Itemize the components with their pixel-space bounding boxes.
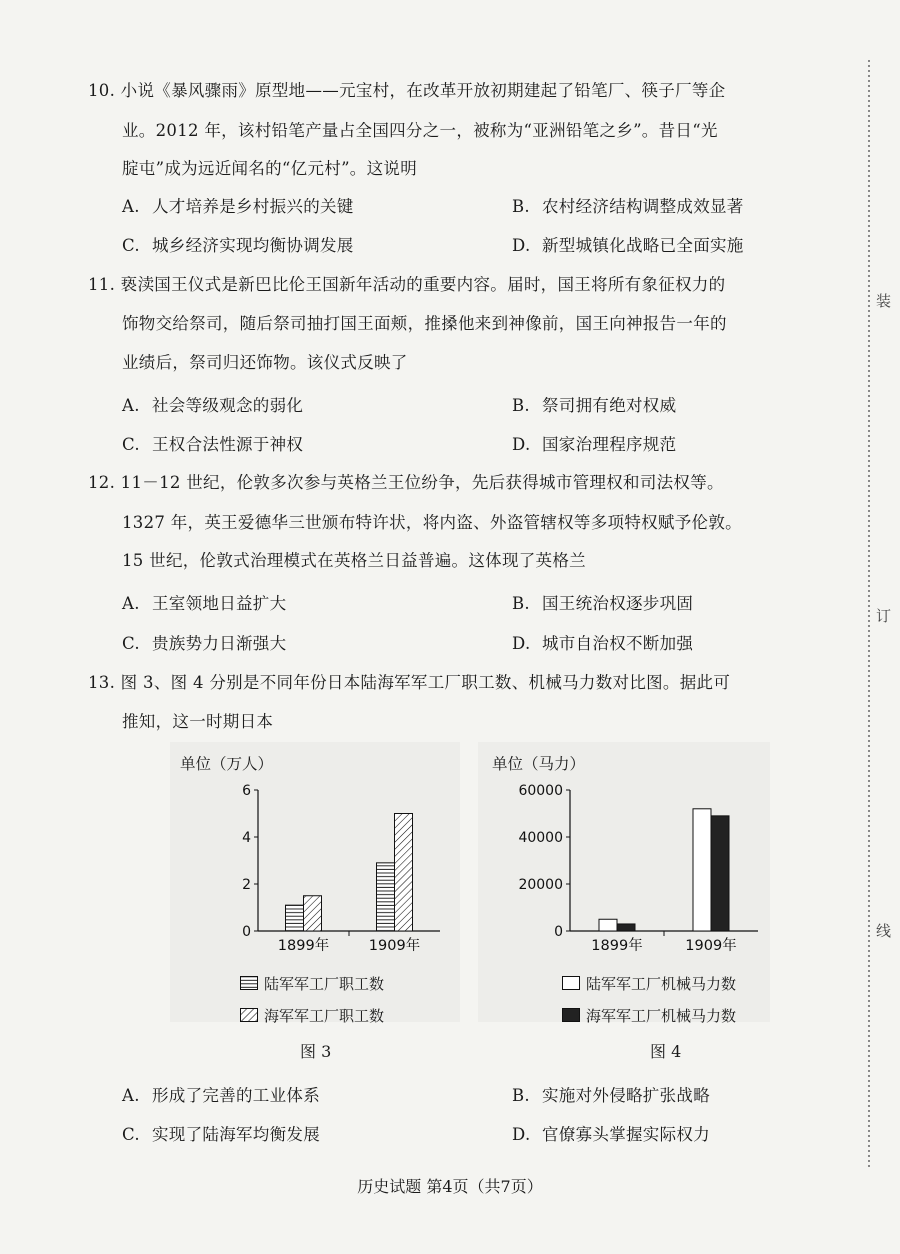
option-text: 社会等级观念的弱化: [152, 396, 304, 415]
q11-option-c[interactable]: [122, 434, 303, 456]
side-mark-ding: 订: [876, 607, 892, 625]
option-letter: D.: [512, 435, 531, 454]
bar-series1: [599, 919, 617, 931]
option-text: 城乡经济实现均衡协调发展: [152, 236, 354, 255]
option-text: 祭司拥有绝对权威: [542, 396, 677, 415]
bar-series2: [711, 816, 729, 931]
option-text: 王权合法性源于神权: [152, 435, 304, 454]
x-tick-label: 1909年: [368, 938, 421, 954]
option-letter: A.: [122, 594, 140, 613]
side-mark-xian: 线: [876, 922, 892, 940]
bar-series2: [304, 896, 322, 931]
q11-option-a[interactable]: [122, 395, 303, 417]
q10-option-b[interactable]: [512, 196, 744, 218]
option-text: 官僚寡头掌握实际权力: [542, 1125, 710, 1144]
option-letter: C.: [122, 435, 140, 454]
option-letter: D.: [512, 1125, 531, 1144]
option-letter: B.: [512, 197, 530, 216]
q13-option-d[interactable]: [512, 1124, 710, 1146]
legend-label: 陆军军工厂机械马力数: [586, 974, 737, 993]
legend-item-navy-horsepower: [562, 1004, 736, 1026]
q12-line-3: 15 世纪，伦敦式治理模式在英格兰日益普遍。这体现了英格兰: [122, 551, 586, 570]
figure3-chart: [200, 775, 450, 984]
option-letter: A.: [122, 1086, 140, 1105]
bar-series1: [377, 863, 395, 931]
q11-line-3: 业绩后，祭司归还饰物。该仪式反映了: [122, 353, 408, 372]
q12-option-d[interactable]: [512, 633, 693, 655]
y-tick-label: 6: [242, 783, 251, 799]
q11-line-1: 11. 亵渎国王仪式是新巴比伦王国新年活动的重要内容。届时，国王将所有象征权力的: [88, 275, 726, 294]
q10-option-c[interactable]: [122, 235, 354, 257]
figure4-svg: [490, 775, 770, 980]
option-text: 实现了陆海军均衡发展: [152, 1125, 320, 1144]
figure3-svg: [200, 775, 450, 980]
option-letter: D.: [512, 236, 531, 255]
option-text: 国王统治权逐步巩固: [542, 594, 694, 613]
option-letter: C.: [122, 634, 140, 653]
q12-option-a[interactable]: [122, 593, 286, 615]
q13-option-a[interactable]: [122, 1085, 320, 1107]
x-tick-label: 1899年: [277, 938, 330, 954]
option-letter: D.: [512, 634, 531, 653]
q10-line-2: 业。2012 年，该村铅笔产量占全国四分之一，被称为“亚洲铅笔之乡”。昔日“光: [122, 121, 718, 140]
diagonal-swatch-icon: [240, 1008, 258, 1022]
fig4-unit-label: 单位（马力）: [492, 755, 586, 773]
legend-label: 海军军工厂职工数: [264, 1006, 385, 1025]
q10-line-1: 10. 小说《暴风骤雨》原型地——元宝村，在改革开放初期建起了铅笔厂、筷子厂等企: [88, 81, 726, 100]
page-footer: 历史试题 第4页（共7页）: [357, 1177, 543, 1196]
figure4-caption: 图 4: [650, 1042, 682, 1061]
option-letter: C.: [122, 236, 140, 255]
q12-line-2: 1327 年，英王爱德华三世颁布特许状，将内盗、外盗管辖权等多项特权赋予伦敦。: [122, 513, 742, 532]
option-text: 形成了完善的工业体系: [152, 1086, 320, 1105]
black-swatch-icon: [562, 1008, 580, 1022]
q12-option-c[interactable]: [122, 633, 286, 655]
y-tick-label: 0: [554, 924, 563, 940]
option-text: 人才培养是乡村振兴的关键: [152, 197, 354, 216]
x-tick-label: 1909年: [685, 938, 737, 954]
q13-option-c[interactable]: [122, 1124, 320, 1146]
q10-option-d[interactable]: [512, 235, 744, 257]
option-letter: A.: [122, 396, 140, 415]
option-letter: B.: [512, 594, 530, 613]
figure3-legend: [240, 972, 384, 1026]
white-swatch-icon: [562, 976, 580, 990]
option-text: 王室领地日益扩大: [152, 594, 287, 613]
option-letter: B.: [512, 396, 530, 415]
option-text: 新型城镇化战略已全面实施: [542, 236, 744, 255]
legend-label: 海军军工厂机械马力数: [586, 1006, 737, 1025]
y-tick-label: 60000: [518, 783, 563, 799]
option-text: 农村经济结构调整成效显著: [542, 197, 744, 216]
legend-label: 陆军军工厂职工数: [264, 974, 385, 993]
option-letter: C.: [122, 1125, 140, 1144]
bar-series2: [617, 924, 635, 931]
bar-series2: [395, 814, 413, 932]
binding-dotted-line: [868, 60, 870, 1170]
option-letter: B.: [512, 1086, 530, 1105]
legend-item-navy-workers: [240, 1004, 384, 1026]
y-tick-label: 0: [242, 924, 251, 940]
q10-line-3: 腚屯”成为远近闻名的“亿元村”。这说明: [122, 159, 418, 178]
fig3-unit-label: 单位（万人）: [180, 755, 274, 773]
y-tick-label: 40000: [518, 830, 563, 846]
option-text: 贵族势力日渐强大: [152, 634, 287, 653]
legend-item-army-workers: [240, 972, 384, 994]
figure4-chart: [490, 775, 770, 984]
side-mark-zhuang: 装: [876, 292, 892, 310]
q10-option-a[interactable]: [122, 196, 354, 218]
bar-series1: [286, 905, 304, 931]
option-text: 国家治理程序规范: [542, 435, 677, 454]
q12-option-b[interactable]: [512, 593, 693, 615]
option-letter: A.: [122, 197, 140, 216]
bar-series1: [693, 809, 711, 931]
q13-line-1: 13. 图 3、图 4 分别是不同年份日本陆海军军工厂职工数、机械马力数对比图。据此可: [88, 673, 731, 692]
q11-option-d[interactable]: [512, 434, 676, 456]
figure3-caption: 图 3: [300, 1042, 332, 1061]
hlines-swatch-icon: [240, 976, 258, 990]
y-tick-label: 20000: [518, 877, 563, 893]
y-tick-label: 2: [242, 877, 251, 893]
q11-option-b[interactable]: [512, 395, 676, 417]
x-tick-label: 1899年: [591, 938, 643, 954]
q13-option-b[interactable]: [512, 1085, 710, 1107]
figure4-legend: [562, 972, 736, 1026]
legend-item-army-horsepower: [562, 972, 736, 994]
y-tick-label: 4: [242, 830, 251, 846]
q12-line-1: 12. 11－12 世纪，伦敦多次参与英格兰王位纷争，先后获得城市管理权和司法权等。: [88, 473, 724, 492]
q11-line-2: 饰物交给祭司，随后祭司抽打国王面颊，推搡他来到神像前，国王向神报告一年的: [122, 314, 727, 333]
q13-line-2: 推知，这一时期日本: [122, 712, 274, 731]
option-text: 实施对外侵略扩张战略: [542, 1086, 710, 1105]
option-text: 城市自治权不断加强: [542, 634, 694, 653]
